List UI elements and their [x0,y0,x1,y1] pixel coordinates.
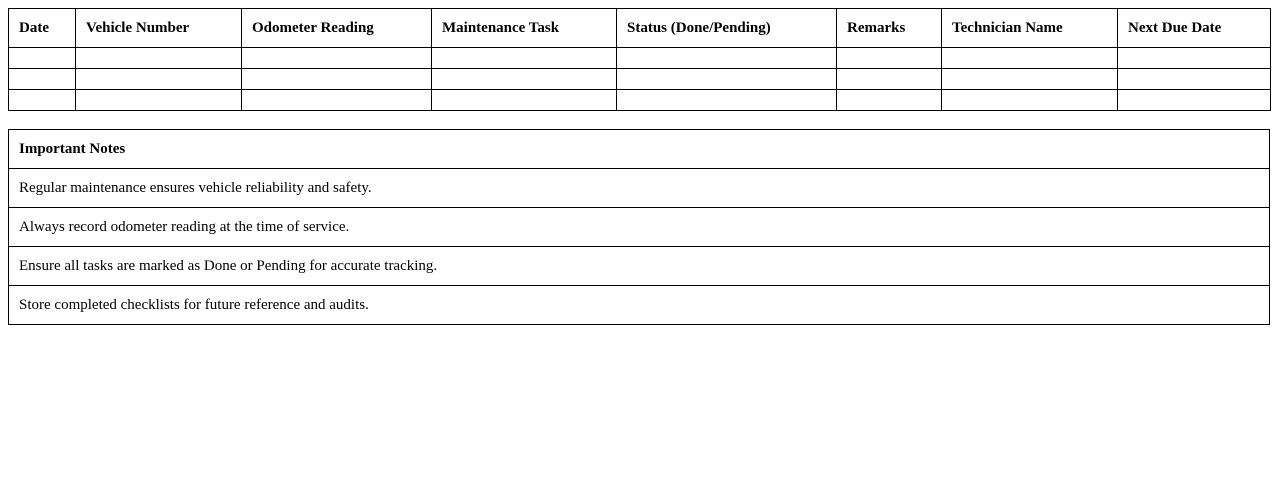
table-cell [432,69,617,90]
table-cell [9,48,76,69]
list-item [9,208,1270,247]
note-text: Regular maintenance ensures vehicle reliability and safety. [9,169,1270,208]
table-cell [942,48,1118,69]
table-cell [9,90,76,111]
list-item [9,247,1270,286]
table-cell [617,90,837,111]
table-header-row [9,9,1271,48]
header-technician-name: Technician Name [942,9,1118,48]
table-cell [76,48,242,69]
table-row [9,48,1271,69]
table-cell [242,48,432,69]
header-maintenance-task: Maintenance Task [432,9,617,48]
header-date: Date [9,9,76,48]
notes-header-row [9,130,1270,169]
table-cell [837,69,942,90]
note-text: Ensure all tasks are marked as Done or Pending for accurate tracking. [9,247,1270,286]
table-cell [1118,69,1271,90]
table-cell [942,90,1118,111]
table-cell [1118,48,1271,69]
table-cell [432,90,617,111]
important-notes-table [8,129,1270,325]
table-cell [617,69,837,90]
table-cell [837,48,942,69]
table-cell [1118,90,1271,111]
header-odometer-reading: Odometer Reading [242,9,432,48]
header-remarks: Remarks [837,9,942,48]
table-cell [432,48,617,69]
list-item [9,169,1270,208]
notes-title: Important Notes [9,130,1270,169]
table-cell [76,90,242,111]
table-cell [837,90,942,111]
maintenance-log-table [8,8,1271,111]
table-row [9,90,1271,111]
table-cell [242,69,432,90]
table-row [9,69,1271,90]
table-cell [242,90,432,111]
table-cell [9,69,76,90]
note-text: Always record odometer reading at the time of service. [9,208,1270,247]
header-vehicle-number: Vehicle Number [76,9,242,48]
header-next-due-date: Next Due Date [1118,9,1271,48]
header-status: Status (Done/Pending) [617,9,837,48]
table-cell [617,48,837,69]
note-text: Store completed checklists for future reference and audits. [9,286,1270,325]
list-item [9,286,1270,325]
table-cell [76,69,242,90]
table-cell [942,69,1118,90]
